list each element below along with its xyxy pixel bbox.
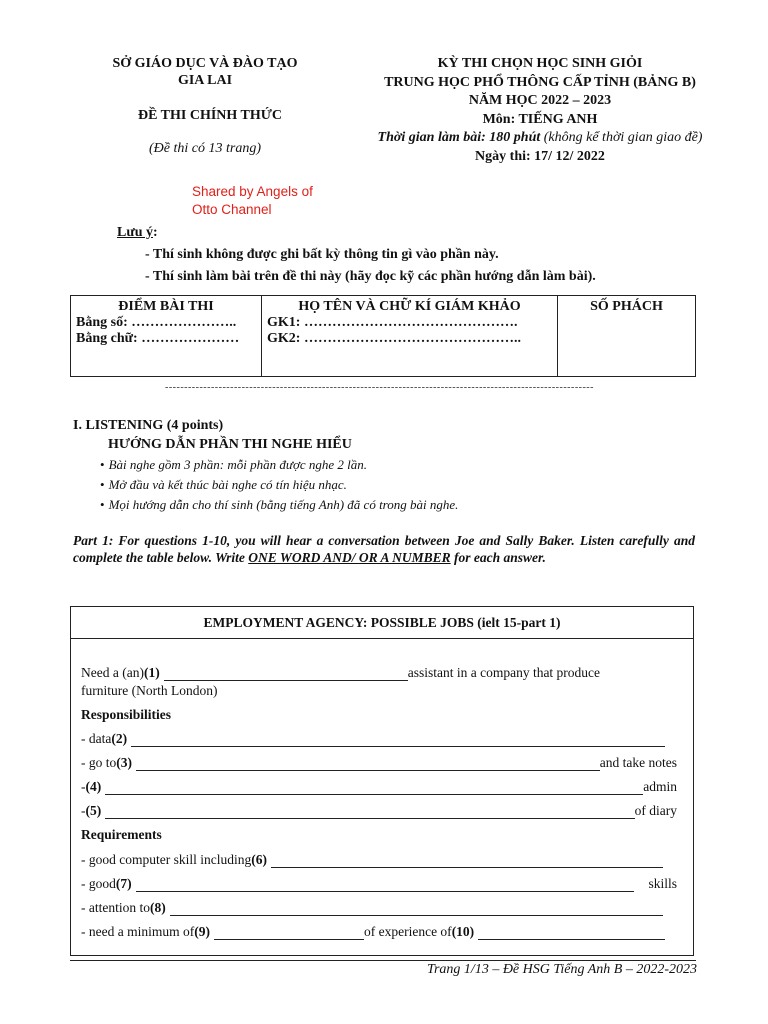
department-name: SỞ GIÁO DỤC VÀ ĐÀO TẠO: [112, 56, 298, 71]
list-item: • Bài nghe gồm 3 phần: mỗi phần được nghe 2 lần.: [100, 455, 458, 475]
listening-guide-title: HƯỚNG DẪN PHẦN THI NGHE HIỂU: [108, 437, 352, 452]
notes-title: Lưu ý: [117, 225, 154, 240]
score-table: [70, 295, 696, 377]
question-9-10-row: - need a minimum of (9) of experience of (10): [81, 924, 677, 940]
page-footer: Trang 1/13 – Đề HSG Tiếng Anh B – 2022-2023: [426, 962, 697, 977]
responsibilities-heading: Responsibilities: [81, 707, 172, 722]
question-6-row: - good computer skill including (6): [81, 852, 677, 868]
list-item: • Mở đầu và kết thúc bài nghe có tín hiệu nhạc.: [100, 475, 458, 495]
note-item-2: - Thí sinh làm bài trên đề thi này (hãy đọc kỹ các phần hướng dẫn làm bài).: [145, 269, 596, 284]
score-in-words[interactable]: Bằng chữ: …………………: [76, 331, 240, 346]
answer-5-blank[interactable]: [105, 805, 634, 819]
answer-8-blank[interactable]: [170, 902, 663, 916]
question-1-row-cont: furniture (North London): [81, 683, 218, 698]
notes: Lưu ý: - Thí sinh không được ghi bất kỳ thông tin gì vào phần này. - Thí sinh làm bài trên đề thi này (hãy đọc kỹ các phần hướng dẫn làm bài).: [117, 222, 596, 288]
question-5-row: - (5) of diary: [81, 803, 677, 818]
department-province: GIA LAI: [177, 73, 233, 88]
listening-guide-list: [100, 455, 458, 515]
subject: Môn: TIẾNG ANH: [482, 111, 598, 127]
separator-line: ----------------------------------------------------------------------------------------------------------------: [165, 382, 594, 393]
shared-by-watermark: Shared by Angels of Otto Channel: [192, 184, 313, 217]
answer-6-blank[interactable]: [271, 854, 663, 868]
answer-4-blank[interactable]: [105, 781, 643, 795]
time-allowed: Thời gian làm bài: 180 phút (không kể thời gian giao đề): [377, 130, 703, 145]
header-left: [70, 55, 340, 157]
list-item: • Mọi hướng dẫn cho thí sinh (bằng tiếng Anh) đã có trong bài nghe.: [100, 495, 458, 515]
exam-level: TRUNG HỌC PHỔ THÔNG CẤP TỈNH (BẢNG B): [384, 74, 696, 90]
answer-9-blank[interactable]: [214, 926, 364, 940]
code-header: SỐ PHÁCH: [590, 299, 663, 314]
answer-1-blank[interactable]: [164, 667, 408, 681]
section-title: I. LISTENING (4 points): [73, 418, 224, 433]
question-7-row: - good (7) skills: [81, 876, 677, 891]
score-in-numbers[interactable]: Bằng số: …………………..: [76, 315, 237, 330]
school-year: NĂM HỌC 2022 – 2023: [468, 93, 612, 108]
answer-7-blank[interactable]: [136, 878, 635, 892]
task-box: [70, 606, 694, 956]
exam-title: KỲ THI CHỌN HỌC SINH GIỎI: [437, 56, 643, 71]
note-item-1: - Thí sinh không được ghi bất kỳ thông tin gì vào phần này.: [145, 247, 499, 262]
task-divider: [71, 638, 693, 639]
answer-2-blank[interactable]: [131, 733, 665, 747]
exam-date: Ngày thi: 17/ 12/ 2022: [475, 148, 605, 164]
question-8-row: - attention to (8): [81, 900, 677, 916]
part1-instructions: Part 1: For questions 1-10, you will hear a conversation between Joe and Sally Baker. Listen carefully and complete the table below. Write ONE WORD AND/ OR A NUMBER for each answer.: [73, 533, 695, 565]
score-header: ĐIỂM BÀI THI: [118, 299, 214, 314]
answer-3-blank[interactable]: [136, 757, 600, 771]
task-title: EMPLOYMENT AGENCY: POSSIBLE JOBS (ielt 15-part 1): [203, 615, 561, 630]
requirements-heading: Requirements: [81, 827, 162, 842]
official-exam-label: ĐỀ THI CHÍNH THỨC: [137, 108, 283, 123]
examiner-2-field[interactable]: GK2: ………………………………………..: [267, 331, 521, 346]
question-4-row: - (4) admin: [81, 779, 677, 794]
question-3-row: - go to (3) and take notes: [81, 755, 677, 770]
answer-10-blank[interactable]: [478, 926, 665, 940]
header-right: [325, 55, 755, 166]
question-2-row: - data (2): [81, 731, 677, 747]
footer-divider: [70, 960, 696, 961]
question-1-row: Need a (an) (1) assistant in a company that produce: [81, 665, 601, 680]
examiner-header: HỌ TÊN VÀ CHỮ KÍ GIÁM KHẢO: [298, 299, 521, 314]
page-count-note: (Đề thi có 13 trang): [149, 141, 261, 156]
examiner-1-field[interactable]: GK1: ……………………………………….: [267, 315, 518, 330]
